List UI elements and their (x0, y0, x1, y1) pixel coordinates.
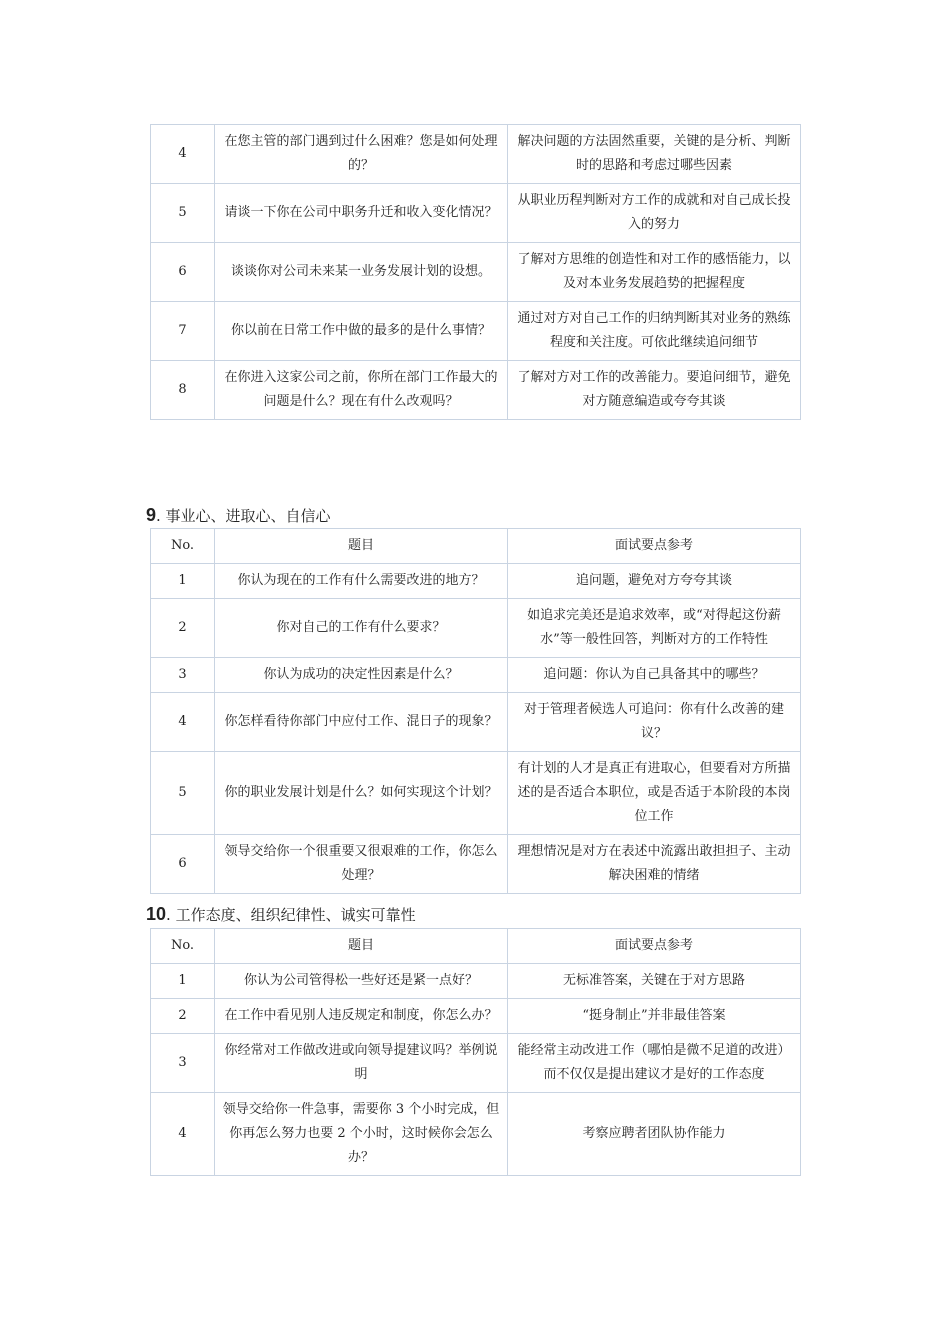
answer-cell: 解决问题的方法固然重要，关键的是分析、判断时的思路和考虑过哪些因素 (508, 125, 801, 184)
table-row (151, 658, 801, 693)
answer-cell: 有计划的人才是真正有进取心，但要看对方所描述的是否适合本职位，或是否适于本阶段的本岗位工作 (508, 752, 801, 835)
question-cell: 你怎样看待你部门中应付工作、混日子的现象？ (215, 693, 508, 752)
header-question: 题目 (215, 929, 508, 964)
table-header-row (151, 529, 801, 564)
row-number: 4 (151, 1093, 215, 1176)
question-cell: 领导交给你一个很重要又很艰难的工作，你怎么处理？ (215, 835, 508, 894)
answer-cell: 对于管理者候选人可追问：你有什么改善的建议？ (508, 693, 801, 752)
section-title: . 事业心、进取心、自信心 (156, 507, 331, 525)
question-cell: 你以前在日常工作中做的最多的是什么事情？ (215, 302, 508, 361)
answer-cell: 如追求完美还是追求效率，或“对得起这份薪水”等一般性回答，判断对方的工作特性 (508, 599, 801, 658)
question-cell: 在您主管的部门遇到过什么困难？您是如何处理的？ (215, 125, 508, 184)
row-number: 6 (151, 243, 215, 302)
question-cell: 你认为成功的决定性因素是什么？ (215, 658, 508, 693)
table-row (151, 693, 801, 752)
table-continued (150, 124, 801, 420)
section-9-heading (146, 505, 331, 526)
section-number: 10 (146, 904, 167, 924)
question-cell: 请谈一下你在公司中职务升迁和收入变化情况？ (215, 184, 508, 243)
answer-cell: 追问题：你认为自己具备其中的哪些？ (508, 658, 801, 693)
row-number: 4 (151, 693, 215, 752)
table-row (151, 125, 801, 184)
table-row (151, 564, 801, 599)
row-number: 1 (151, 964, 215, 999)
answer-cell: 了解对方对工作的改善能力。要追问细节，避免对方随意编造或夸夸其谈 (508, 361, 801, 420)
row-number: 3 (151, 658, 215, 693)
question-cell: 谈谈你对公司未来某一业务发展计划的设想。 (215, 243, 508, 302)
table-row (151, 361, 801, 420)
row-number: 4 (151, 125, 215, 184)
row-number: 1 (151, 564, 215, 599)
table-row (151, 835, 801, 894)
section-10-heading (146, 904, 416, 925)
answer-cell: “挺身制止”并非最佳答案 (508, 999, 801, 1034)
row-number: 2 (151, 999, 215, 1034)
question-cell: 在你进入这家公司之前，你所在部门工作最大的问题是什么？现在有什么改观吗？ (215, 361, 508, 420)
answer-cell: 通过对方对自己工作的归纳判断其对业务的熟练程度和关注度。可依此继续追问细节 (508, 302, 801, 361)
table-row (151, 999, 801, 1034)
table-row (151, 1034, 801, 1093)
table-header-row (151, 929, 801, 964)
table-row (151, 1093, 801, 1176)
answer-cell: 能经常主动改进工作（哪怕是微不足道的改进）而不仅仅是提出建议才是好的工作态度 (508, 1034, 801, 1093)
table-section-9 (150, 528, 801, 894)
answer-cell: 追问题，避免对方夸夸其谈 (508, 564, 801, 599)
answer-cell: 理想情况是对方在表述中流露出敢担担子、主动解决困难的情绪 (508, 835, 801, 894)
header-answer: 面试要点参考 (508, 929, 801, 964)
row-number: 8 (151, 361, 215, 420)
section-title: . 工作态度、组织纪律性、诚实可靠性 (166, 906, 416, 924)
question-cell: 你认为公司管得松一些好还是紧一点好？ (215, 964, 508, 999)
question-cell: 在工作中看见别人违反规定和制度，你怎么办？ (215, 999, 508, 1034)
question-cell: 你认为现在的工作有什么需要改进的地方？ (215, 564, 508, 599)
row-number: 5 (151, 184, 215, 243)
question-cell: 领导交给你一件急事，需要你 3 个小时完成，但你再怎么努力也要 2 个小时，这时候你会怎么办？ (215, 1093, 508, 1176)
header-answer: 面试要点参考 (508, 529, 801, 564)
row-number: 6 (151, 835, 215, 894)
section-number: 9 (146, 505, 157, 525)
table-row (151, 599, 801, 658)
table-row (151, 964, 801, 999)
row-number: 5 (151, 752, 215, 835)
row-number: 3 (151, 1034, 215, 1093)
table-section-10 (150, 928, 801, 1176)
header-no: No. (151, 529, 215, 564)
question-cell: 你的职业发展计划是什么？如何实现这个计划？ (215, 752, 508, 835)
table-row (151, 243, 801, 302)
answer-cell: 无标准答案，关键在于对方思路 (508, 964, 801, 999)
table-row (151, 184, 801, 243)
header-question: 题目 (215, 529, 508, 564)
answer-cell: 从职业历程判断对方工作的成就和对自己成长投入的努力 (508, 184, 801, 243)
row-number: 2 (151, 599, 215, 658)
question-cell: 你对自己的工作有什么要求？ (215, 599, 508, 658)
table-row (151, 752, 801, 835)
row-number: 7 (151, 302, 215, 361)
header-no: No. (151, 929, 215, 964)
answer-cell: 了解对方思维的创造性和对工作的感悟能力，以及对本业务发展趋势的把握程度 (508, 243, 801, 302)
answer-cell: 考察应聘者团队协作能力 (508, 1093, 801, 1176)
question-cell: 你经常对工作做改进或向领导提建议吗？举例说明 (215, 1034, 508, 1093)
table-row (151, 302, 801, 361)
